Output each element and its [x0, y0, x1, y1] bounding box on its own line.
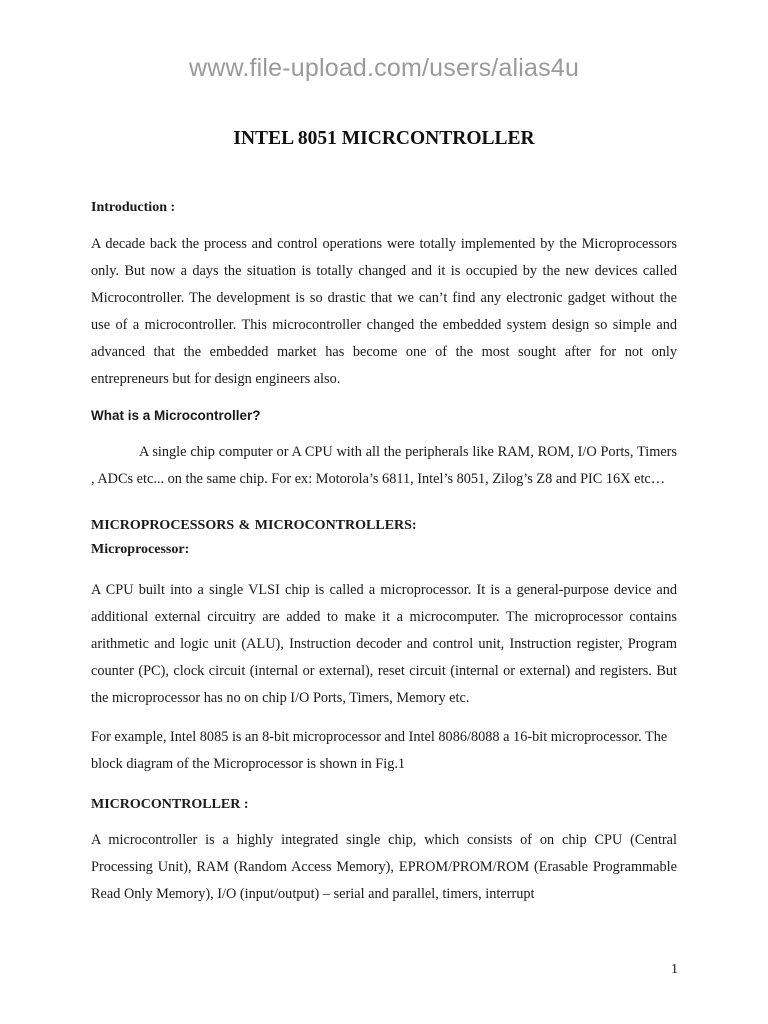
- introduction-heading: Introduction :: [91, 200, 176, 215]
- watermark-url: www.file-upload.com/users/alias4u: [188, 54, 580, 82]
- page-number: 1: [671, 962, 678, 977]
- example-paragraph: For example, Intel 8085 is an 8-bit microprocessor and Intel 8086/8088 a 16-bit microprocessor. The block diagram of the Microprocessor is shown in Fig.1: [91, 729, 668, 772]
- document-body: [91, 198, 677, 908]
- document-title: INTEL 8051 MICRCONTROLLER: [233, 128, 535, 149]
- microprocessors-microcontrollers-heading: MICROPROCESSORS & MICROCONTROLLERS:: [91, 518, 417, 533]
- what-is-microcontroller-paragraph: A single chip computer or A CPU with all the peripherals like RAM, ROM, I/O Ports, Timers , ADCs etc... on the same chip. For ex: Motorola’s 6811, Intel’s 8051, Zilog’s Z8 and PIC 16X etc…: [91, 444, 677, 487]
- microprocessor-heading: Microprocessor:: [91, 542, 190, 557]
- microcontroller-heading: MICROCONTROLLER :: [91, 797, 249, 812]
- introduction-paragraph: A decade back the process and control operations were totally implemented by the Microprocessors only. But now a days the situation is totally changed and it is occupied by the new devices called Microcontroller. The development is so drastic that we can’t find any electronic gadget without the use of a microcontroller. This microcontroller changed the embedded system design so simple and advanced that the embedded market has become one of the most sought after for not only entrepreneurs but for design engineers also.: [91, 236, 677, 387]
- microprocessor-paragraph: A CPU built into a single VLSI chip is called a microprocessor. It is a general-purpose device and additional external circuitry are added to make it a microcomputer. The microprocessor contains arithmetic and logic unit (ALU), Instruction decoder and control unit, Instruction register, Program counter (PC), clock circuit (internal or external), reset circuit (internal or external) and registers. But the microprocessor has no on chip I/O Ports, Timers, Memory etc.: [91, 582, 677, 706]
- what-is-microcontroller-heading: What is a Microcontroller?: [91, 408, 261, 423]
- microcontroller-paragraph: A microcontroller is a highly integrated single chip, which consists of on chip CPU (Central Processing Unit), RAM (Random Access Memory), EPROM/PROM/ROM (Erasable Programmable Read Only Memory), I/O (input/output) – serial and parallel, timers, interrupt: [91, 832, 677, 902]
